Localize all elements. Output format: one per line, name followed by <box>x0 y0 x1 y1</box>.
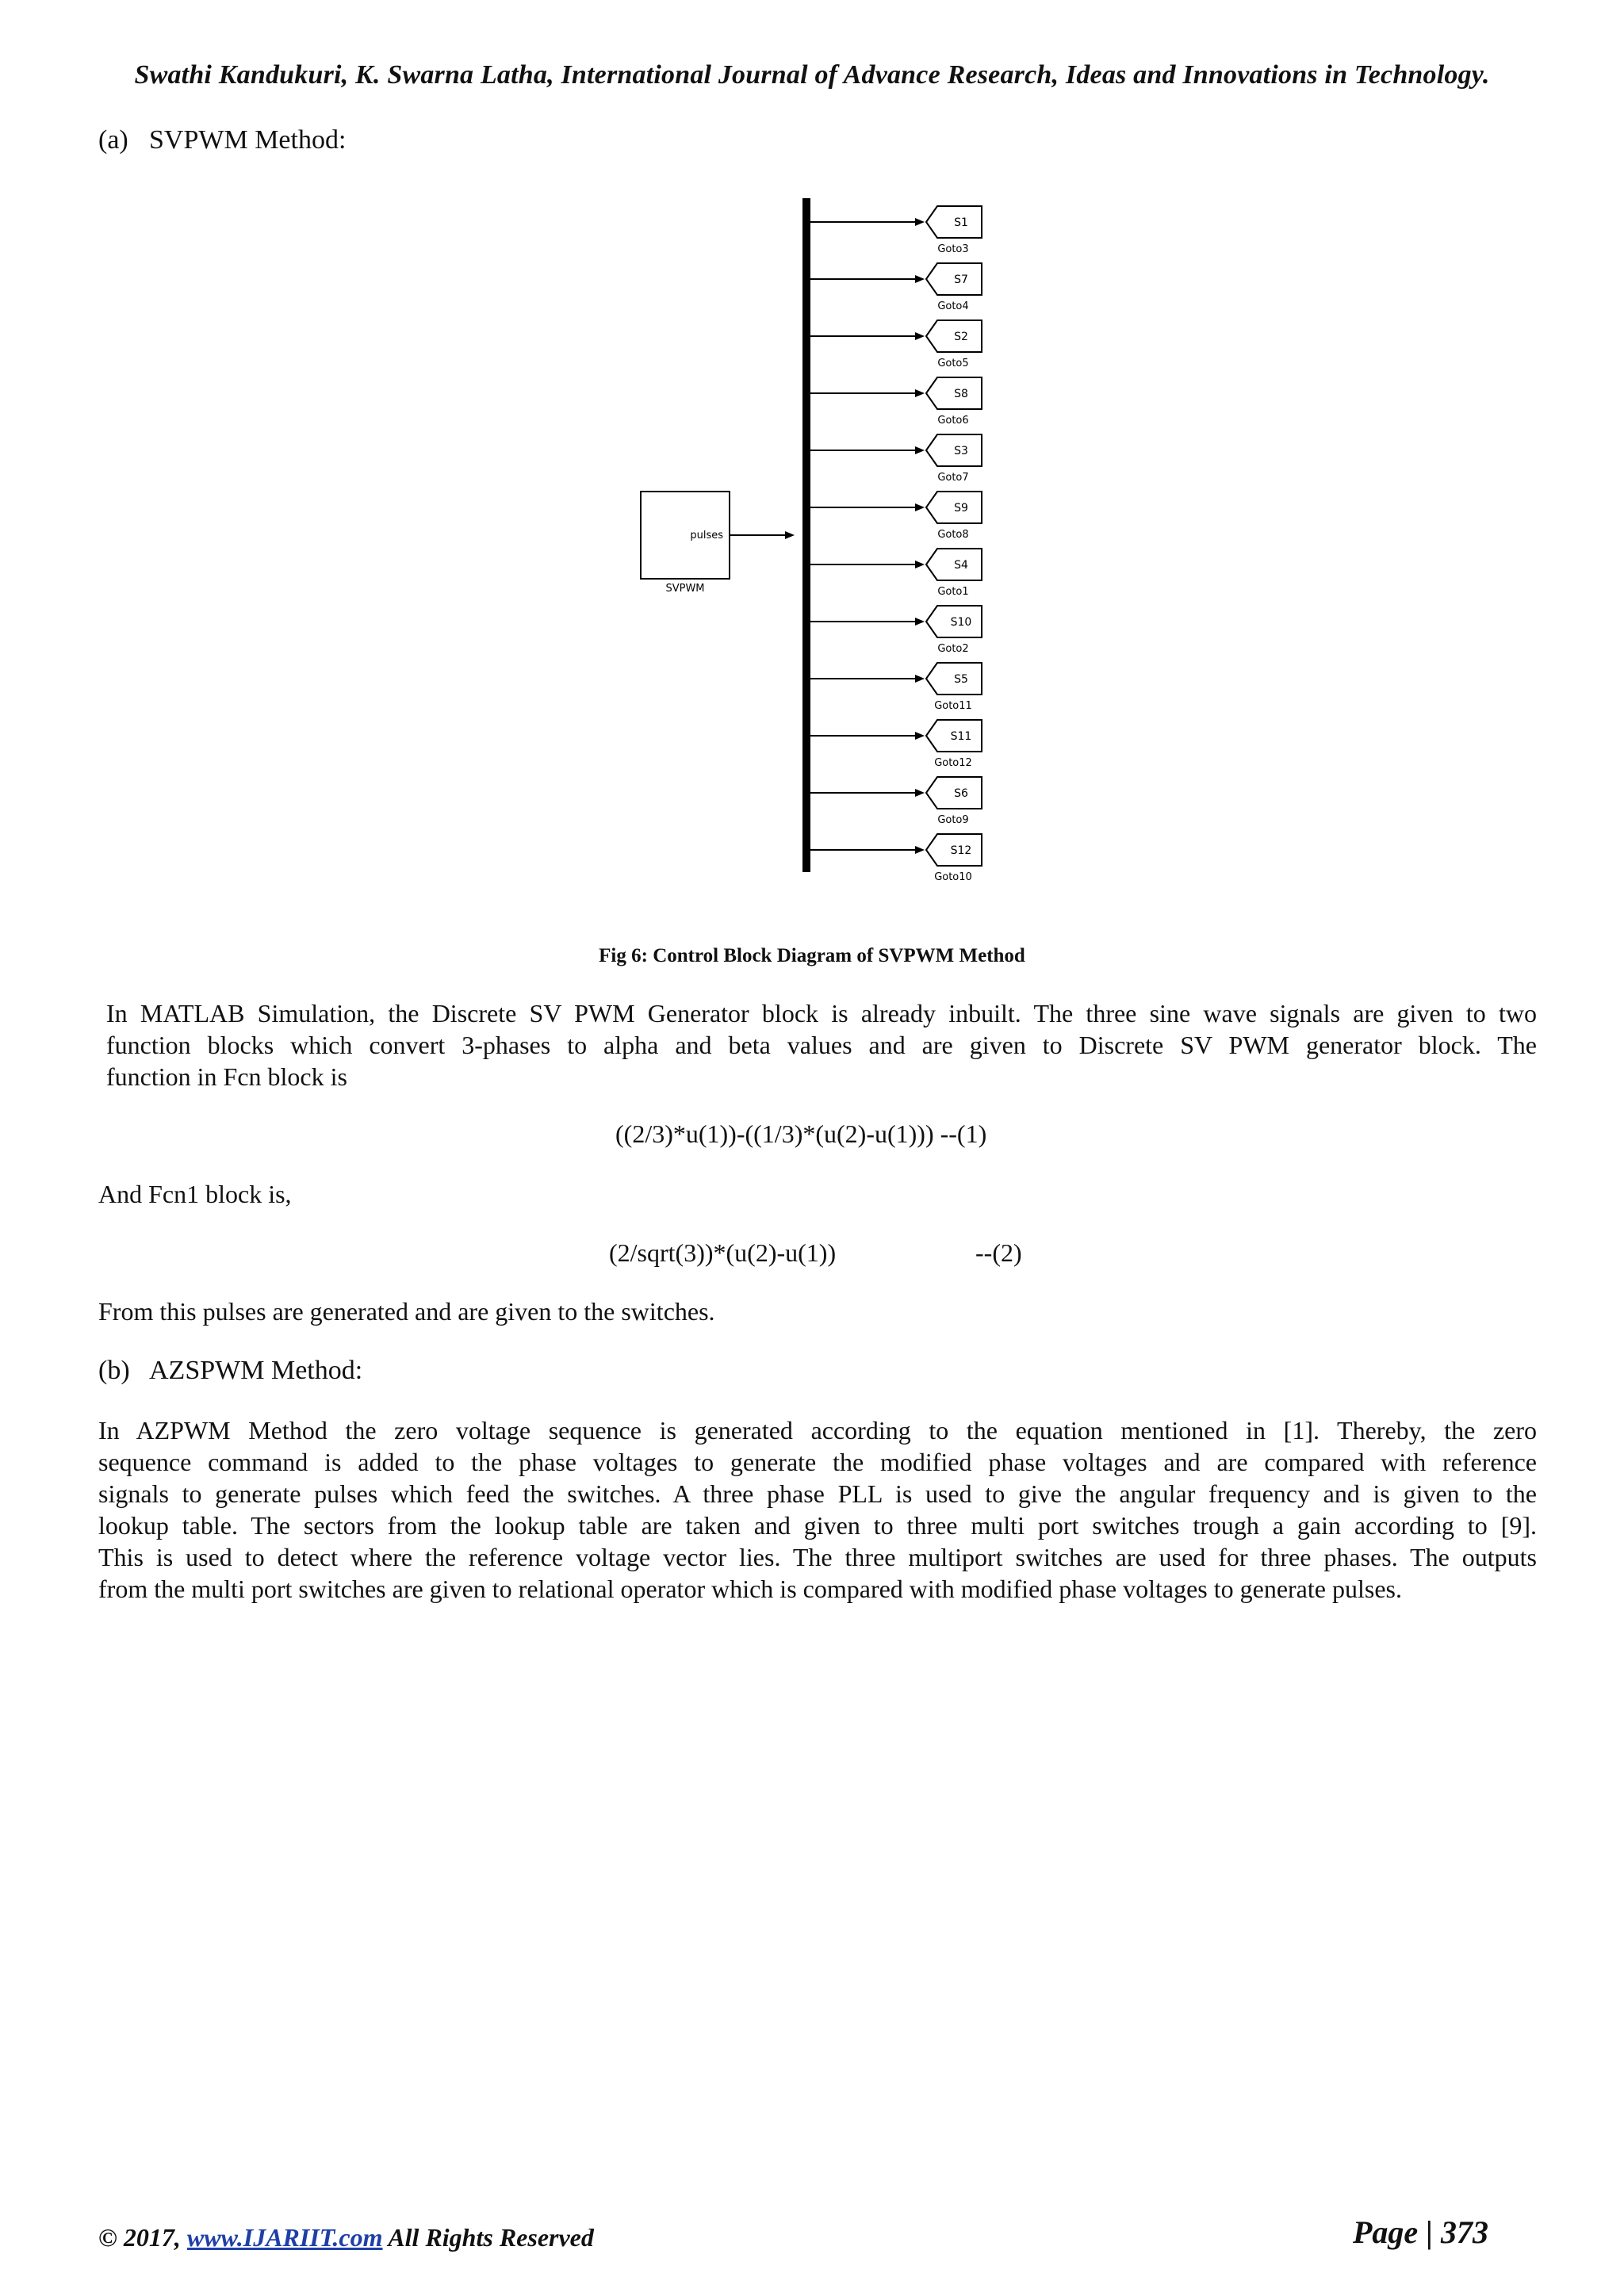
equation-2-expression: (2/sqrt(3))*(u(2)-u(1)) <box>609 1238 837 1267</box>
paragraph-line: from the multi port switches are given to relational operator which is compared with modified phase voltages to generate pulses. <box>98 1575 1402 1603</box>
goto-tag-label: S8 <box>954 388 968 400</box>
goto-arrowhead <box>915 561 925 568</box>
journal-site-link[interactable]: www.IJARIIT.com <box>186 2223 383 2252</box>
copyright-prefix: © 2017, <box>98 2223 187 2252</box>
paragraph-line: signals to generate pulses which feed the switches. A three phase PLL is used to give the angular frequency and is given to the <box>98 1479 1537 1508</box>
goto-block-name: Goto4 <box>937 300 969 312</box>
goto-tag-label: S1 <box>954 216 968 229</box>
paragraph-line: In MATLAB Simulation, the Discrete SV PWM Generator block is already inbuilt. The three sine wave signals are given to two <box>106 999 1537 1027</box>
figure-caption: Fig 6: Control Block Diagram of SVPWM Method <box>599 945 1025 966</box>
goto-block-name: Goto10 <box>934 871 972 883</box>
goto-tag-label: S4 <box>954 559 968 572</box>
goto-arrowhead <box>915 275 925 283</box>
goto-block-name: Goto2 <box>937 643 969 655</box>
equation-1: ((2/3)*u(1))-((1/3)*(u(2)-u(1))) --(1) <box>615 1119 987 1148</box>
svpwm-block-diagram <box>626 190 1023 888</box>
running-header <box>0 60 1624 90</box>
goto-tag-label: S3 <box>954 445 968 457</box>
pulses-port-label: pulses <box>690 530 723 541</box>
goto-block-name: Goto7 <box>937 472 969 484</box>
goto-arrowhead <box>915 732 925 740</box>
goto-block-name: Goto11 <box>934 700 972 712</box>
copyright-suffix: All Rights Reserved <box>382 2223 594 2252</box>
goto-tag-label: S6 <box>954 787 968 800</box>
goto-tag-label: S2 <box>954 331 968 343</box>
section-title: AZSPWM Method: <box>149 1356 363 1385</box>
goto-arrowhead <box>915 618 925 626</box>
goto-arrowhead <box>915 846 925 854</box>
goto-arrowhead <box>915 789 925 797</box>
paragraph-line: sequence command is added to the phase voltages to generate the modified phase voltages and are compared with reference <box>98 1448 1537 1476</box>
paragraph-line: function in Fcn block is <box>106 1062 347 1091</box>
section-title: SVPWM Method: <box>149 125 347 155</box>
header-journal: , International Journal of Advance Research, Ideas and Innovations in Technology. <box>547 60 1490 90</box>
goto-tag-label: S9 <box>954 502 968 515</box>
goto-tag-label: S7 <box>954 274 968 286</box>
goto-tag-label: S5 <box>954 673 968 686</box>
goto-block-name: Goto6 <box>937 415 969 427</box>
goto-arrowhead <box>915 675 925 683</box>
paragraph-azspwm-description <box>98 1414 1537 1605</box>
paragraph-line: function blocks which convert 3-phases to alpha and beta values and are given to Discrete SV PWM generator block. The <box>106 1031 1537 1059</box>
goto-tag-label: S11 <box>950 730 972 743</box>
goto-arrowhead <box>915 503 925 511</box>
goto-block-name: Goto5 <box>937 358 969 369</box>
goto-block-name: Goto1 <box>937 586 969 598</box>
goto-arrowhead <box>915 218 925 226</box>
goto-blocks <box>810 206 982 883</box>
goto-arrowhead <box>915 332 925 340</box>
goto-block-name: Goto8 <box>937 529 969 541</box>
section-number: (a) <box>98 125 128 155</box>
goto-block-name: Goto9 <box>937 814 969 826</box>
paragraph-line: In AZPWM Method the zero voltage sequence is generated according to the equation mentioned in [1]. Thereby, the zero <box>98 1416 1537 1445</box>
fcn1-intro: And Fcn1 block is, <box>98 1180 292 1208</box>
page-number: Page | 373 <box>1353 2214 1488 2250</box>
section-heading-azspwm <box>98 1356 362 1386</box>
header-authors: Swathi Kandukuri, K. Swarna Latha <box>134 60 548 90</box>
goto-arrowhead <box>915 446 925 454</box>
goto-block-name: Goto12 <box>934 757 972 769</box>
paragraph-line: lookup table. The sectors from the lookup table are taken and given to three multi port switches trough a gain according to [9]. <box>98 1511 1537 1540</box>
section-number: (b) <box>98 1356 130 1385</box>
equation-2-number: --(2) <box>975 1238 1022 1267</box>
svpwm-block-label: SVPWM <box>665 583 705 595</box>
goto-arrowhead <box>915 389 925 397</box>
section-heading-svpwm <box>98 125 346 155</box>
goto-tag-label: S12 <box>950 844 972 857</box>
demux-bar <box>802 198 810 872</box>
pulses-arrowhead <box>785 531 795 539</box>
paragraph-line: This is used to detect where the reference voltage vector lies. The three multiport switches are used for three phases. The outputs <box>98 1543 1537 1571</box>
pulses-sentence: From this pulses are generated and are given to the switches. <box>98 1297 715 1326</box>
goto-block-name: Goto3 <box>937 243 969 255</box>
footer-copyright <box>98 2223 594 2252</box>
paragraph-svpwm-description <box>106 997 1537 1093</box>
goto-tag-label: S10 <box>950 616 972 629</box>
